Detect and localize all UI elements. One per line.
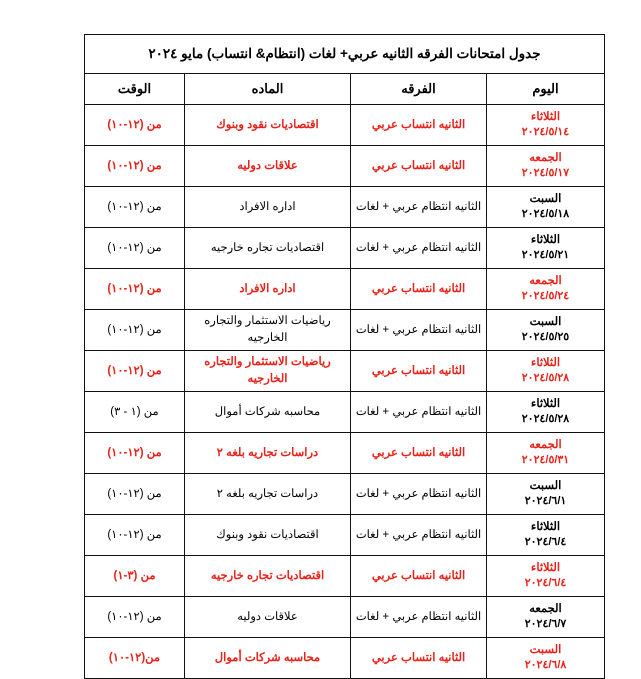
table-row (85, 228, 605, 269)
cell-day (487, 515, 605, 556)
cell-subject: اداره الافراد (185, 187, 351, 228)
cell-day (487, 187, 605, 228)
cell-day (487, 105, 605, 146)
cell-time: من (١٢-١٠) (85, 187, 185, 228)
day-name: الثلاثاء (530, 356, 561, 369)
day-name: السبت (529, 643, 562, 656)
day-date: ٢٠٢٤/٥/٢٥ (521, 331, 570, 344)
cell-subject: علاقات دوليه (185, 146, 351, 187)
cell-time: من (١٢-١٠) (85, 515, 185, 556)
day-date: ٢٠٢٤/٦/٨ (524, 659, 567, 672)
day-date: ٢٠٢٤/٦/٧ (524, 618, 567, 631)
column-header-day: اليوم (487, 74, 605, 105)
day-name: الجمعه (529, 151, 562, 164)
cell-subject: دراسات تجاريه بلغه ٢ (185, 474, 351, 515)
day-name: السبت (529, 315, 562, 328)
table-row (85, 638, 605, 679)
cell-group: الثانيه انتظام عربي + لغات (351, 228, 487, 269)
table-row (85, 392, 605, 433)
cell-subject: اقتصاديات نقود وبنوك (185, 105, 351, 146)
table-row (85, 474, 605, 515)
day-date: ٢٠٢٤/٦/١ (524, 495, 567, 508)
cell-subject: محاسبه شركات أموال (185, 638, 351, 679)
cell-day (487, 392, 605, 433)
cell-time: من (١٢-١٠) (85, 433, 185, 474)
table-header-row (85, 74, 605, 105)
day-name: السبت (529, 192, 562, 205)
exam-schedule-table (84, 34, 605, 679)
cell-group: الثانيه انتظام عربي + لغات (351, 597, 487, 638)
cell-time: من (١ - ٣) (85, 392, 185, 433)
exam-schedule-sheet (85, 34, 605, 679)
table-row (85, 269, 605, 310)
cell-day (487, 556, 605, 597)
cell-subject: اداره الافراد (185, 269, 351, 310)
cell-group: الثانيه انتساب عربي (351, 269, 487, 310)
day-name: الثلاثاء (530, 397, 561, 410)
day-name: الثلاثاء (530, 233, 561, 246)
cell-time: من (١٢-١٠) (85, 269, 185, 310)
day-name: الثلاثاء (530, 110, 561, 123)
page-title: جدول امتحانات الفرقه الثانيه عربي+ لغات (انتظام& انتساب) مايو ٢٠٢٤ (85, 35, 605, 74)
column-header-group: الفرقه (351, 74, 487, 105)
table-body (85, 105, 605, 679)
cell-time: من(١٢-١٠) (85, 638, 185, 679)
table-row (85, 146, 605, 187)
day-name: الجمعه (529, 274, 562, 287)
day-date: ٢٠٢٤/٥/١٧ (521, 167, 570, 180)
cell-group: الثانيه انتظام عربي + لغات (351, 187, 487, 228)
day-name: الجمعه (529, 438, 562, 451)
cell-subject: دراسات تجاريه بلغه ٢ (185, 433, 351, 474)
cell-day (487, 228, 605, 269)
cell-subject: اقتصاديات تجاره خارجيه (185, 556, 351, 597)
day-date: ٢٠٢٤/٦/٤ (524, 577, 567, 590)
cell-group: الثانيه انتساب عربي (351, 105, 487, 146)
day-name: الثلاثاء (530, 520, 561, 533)
cell-subject: علاقات دوليه (185, 597, 351, 638)
cell-day (487, 597, 605, 638)
cell-time: من (١٢-١٠) (85, 146, 185, 187)
cell-time: من (١٢-١٠) (85, 310, 185, 351)
table-row (85, 105, 605, 146)
cell-group: الثانيه انتساب عربي (351, 146, 487, 187)
cell-time: من (١٢-١٠) (85, 105, 185, 146)
column-header-time: الوقت (85, 74, 185, 105)
day-date: ٢٠٢٤/٥/٣١ (521, 454, 570, 467)
cell-time: من (١٢-١٠) (85, 474, 185, 515)
cell-day (487, 433, 605, 474)
cell-subject: محاسبه شركات أموال (185, 392, 351, 433)
day-date: ٢٠٢٤/٥/٢١ (521, 249, 570, 262)
day-name: الثلاثاء (530, 561, 561, 574)
cell-group: الثانيه انتظام عربي + لغات (351, 474, 487, 515)
day-date: ٢٠٢٤/٥/١٨ (521, 208, 570, 221)
cell-day (487, 474, 605, 515)
cell-time: من (١٢-١٠) (85, 228, 185, 269)
table-row (85, 597, 605, 638)
cell-time: من (٣-١) (85, 556, 185, 597)
cell-group: الثانيه انتساب عربي (351, 351, 487, 392)
cell-day (487, 638, 605, 679)
day-date: ٢٠٢٤/٥/٢٨ (521, 372, 570, 385)
cell-day (487, 351, 605, 392)
table-row (85, 556, 605, 597)
cell-day (487, 310, 605, 351)
table-row (85, 310, 605, 351)
table-title-row (85, 35, 605, 74)
cell-time: من (١٢-١٠) (85, 597, 185, 638)
cell-day (487, 146, 605, 187)
table-row (85, 433, 605, 474)
day-date: ٢٠٢٤/٦/٤ (524, 536, 567, 549)
day-name: السبت (529, 479, 562, 492)
cell-subject: رياضيات الاستثمار والتجاره الخارجيه (185, 351, 351, 392)
cell-subject: رياضيات الاستثمار والتجاره الخارجيه (185, 310, 351, 351)
column-header-subject: الماده (185, 74, 351, 105)
cell-subject: اقتصاديات نقود وبنوك (185, 515, 351, 556)
cell-group: الثانيه انتساب عربي (351, 556, 487, 597)
cell-time: من (١٢-١٠) (85, 351, 185, 392)
day-date: ٢٠٢٤/٥/١٤ (521, 126, 570, 139)
day-name: الجمعه (529, 602, 562, 615)
table-row (85, 515, 605, 556)
cell-group: الثانيه انتظام عربي + لغات (351, 392, 487, 433)
table-row (85, 351, 605, 392)
cell-group: الثانيه انتظام عربي + لغات (351, 310, 487, 351)
day-date: ٢٠٢٤/٥/٢٤ (521, 290, 570, 303)
cell-group: الثانيه انتساب عربي (351, 638, 487, 679)
cell-group: الثانيه انتظام عربي + لغات (351, 515, 487, 556)
cell-group: الثانيه انتساب عربي (351, 433, 487, 474)
cell-day (487, 269, 605, 310)
table-row (85, 187, 605, 228)
cell-subject: اقتصاديات تجاره خارجيه (185, 228, 351, 269)
day-date: ٢٠٢٤/٥/٢٨ (521, 413, 570, 426)
